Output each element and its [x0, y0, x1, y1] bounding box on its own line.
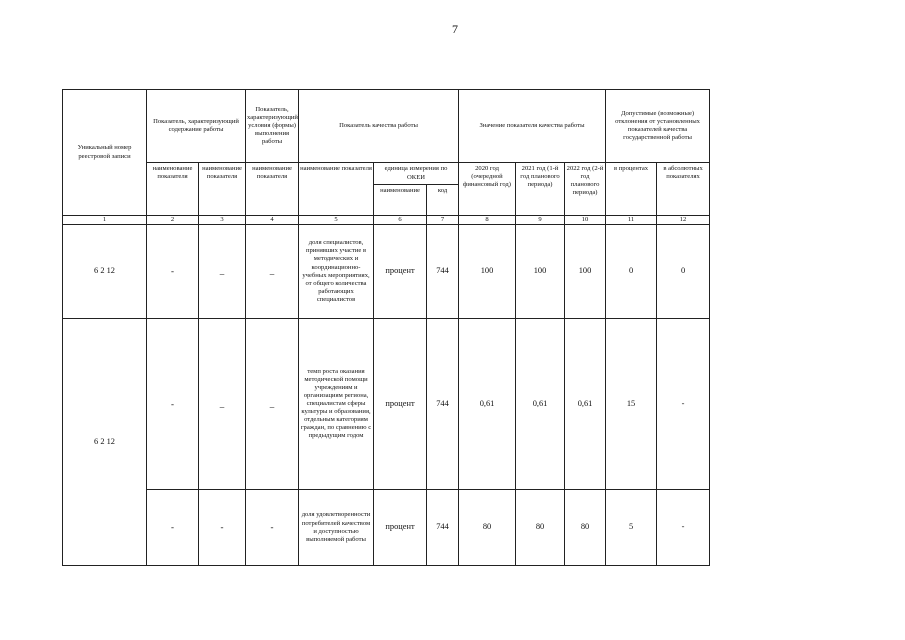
okei-code: 744	[427, 319, 459, 490]
cell-c4: -	[246, 490, 299, 566]
okei-code: 744	[427, 490, 459, 566]
column-number: 8	[459, 216, 516, 225]
page-number: 7	[452, 22, 458, 36]
cell-c3: _	[199, 319, 246, 490]
unit-name: процент	[374, 319, 427, 490]
header-deviation-percent: в процентах	[606, 163, 657, 216]
value-2020: 100	[459, 225, 516, 319]
header-c4-name: наименование показателя	[246, 163, 299, 216]
value-2022: 0,61	[565, 319, 606, 490]
header-c3-name: наименование показателя	[199, 163, 246, 216]
cell-c4: _	[246, 319, 299, 490]
column-number: 12	[657, 216, 710, 225]
value-2022: 80	[565, 490, 606, 566]
cell-c2: -	[147, 225, 199, 319]
column-number: 1	[63, 216, 147, 225]
deviation-absolute: 0	[657, 225, 710, 319]
deviation-percent: 0	[606, 225, 657, 319]
header-unit-name: наименование	[374, 185, 427, 216]
unit-name: процент	[374, 490, 427, 566]
quality-indicators-table	[62, 89, 710, 566]
header-deviation-absolute: в абсолютных показателях	[657, 163, 710, 216]
column-number: 11	[606, 216, 657, 225]
header-c2-name: наименование показателя	[147, 163, 199, 216]
deviation-absolute: -	[657, 490, 710, 566]
column-number: 9	[516, 216, 565, 225]
record-code: 6 2 12	[63, 319, 147, 566]
indicator-name: доля специалистов, принявших участие в методических и координационно-учебных мероприятиях, от общего количества работающих специалистов	[299, 225, 374, 319]
header-unit-code: код	[427, 185, 459, 216]
value-2021: 80	[516, 490, 565, 566]
deviation-absolute: -	[657, 319, 710, 490]
okei-code: 744	[427, 225, 459, 319]
value-2022: 100	[565, 225, 606, 319]
column-number: 4	[246, 216, 299, 225]
value-2020: 80	[459, 490, 516, 566]
cell-c4: _	[246, 225, 299, 319]
table-row	[63, 225, 710, 319]
header-work-content: Показатель, характеризующий содержание работы	[147, 90, 246, 163]
header-row-main	[63, 90, 710, 163]
column-number: 2	[147, 216, 199, 225]
header-quality-indicator: Показатель качества работы	[299, 90, 459, 163]
table-row	[63, 490, 710, 566]
unit-name: процент	[374, 225, 427, 319]
column-number: 6	[374, 216, 427, 225]
cell-c2: -	[147, 490, 199, 566]
header-okei-unit: единица измерения по ОКЕИ	[374, 163, 459, 185]
column-number: 3	[199, 216, 246, 225]
indicator-name: доля удовлетворенности потребителей качеством и доступностью выполняемой работы	[299, 490, 374, 566]
column-number: 7	[427, 216, 459, 225]
cell-c3: _	[199, 225, 246, 319]
indicator-name: темп роста оказания методической помощи учреждениям и организациям региона, специалистам сферы культуры и образования, отдельным категориям граждан, по сравнению с предыдущим годом	[299, 319, 374, 490]
header-allowed-deviations: Допустимые (возможные) отклонения от установленных показателей качества государственной работы	[606, 90, 710, 163]
header-year-2022: 2022 год (2-й год планового периода)	[565, 163, 606, 216]
header-year-2021: 2021 год (1-й год планового периода)	[516, 163, 565, 216]
header-c5-name: наименование показателя	[299, 163, 374, 216]
cell-c3: -	[199, 490, 246, 566]
table-row	[63, 319, 710, 490]
header-quality-value: Значение показателя качества работы	[459, 90, 606, 163]
header-year-2020: 2020 год (очередной финансовый год)	[459, 163, 516, 216]
record-code: 6 2 12	[63, 225, 147, 319]
deviation-percent: 5	[606, 490, 657, 566]
header-record-number: Уникальный номер реестровой записи	[63, 90, 147, 216]
column-numbers-row	[63, 216, 710, 225]
column-number: 5	[299, 216, 374, 225]
header-row-sub	[63, 163, 710, 185]
value-2021: 100	[516, 225, 565, 319]
deviation-percent: 15	[606, 319, 657, 490]
value-2020: 0,61	[459, 319, 516, 490]
header-work-conditions: Показатель, характеризующий условия (формы) выполнения работы	[246, 90, 299, 163]
value-2021: 0,61	[516, 319, 565, 490]
cell-c2: -	[147, 319, 199, 490]
column-number: 10	[565, 216, 606, 225]
